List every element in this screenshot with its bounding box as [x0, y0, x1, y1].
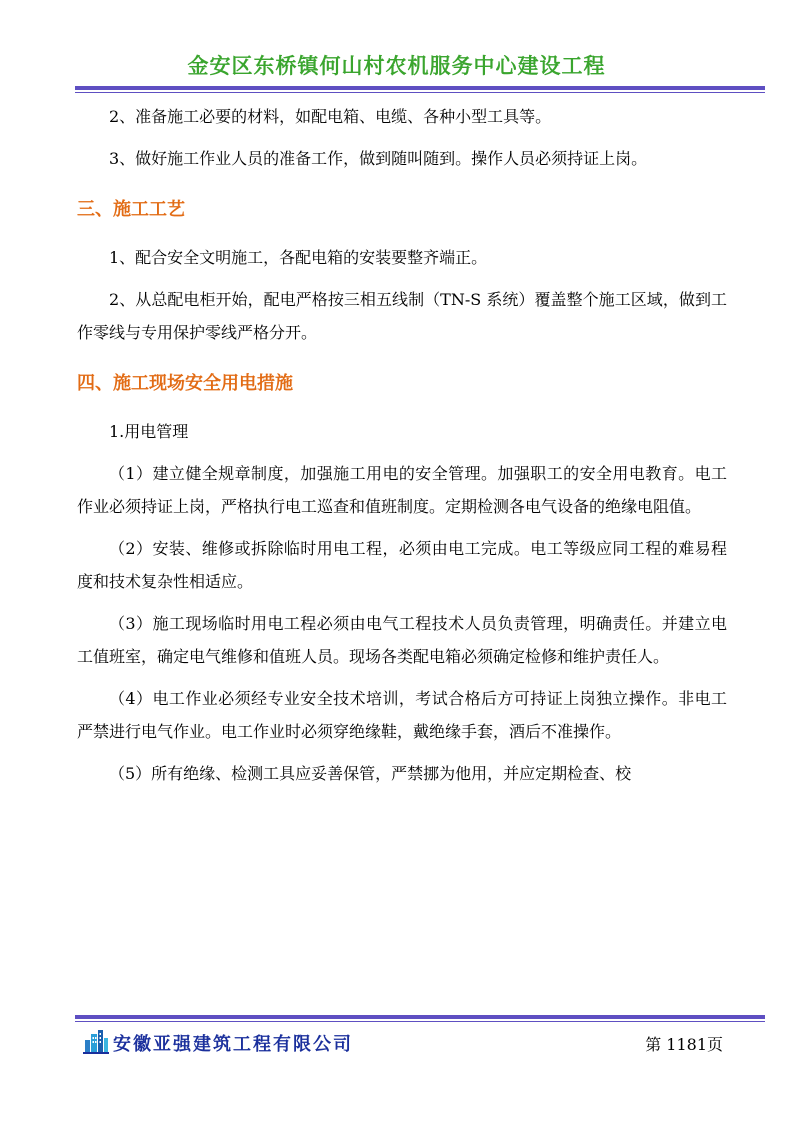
document-body — [77, 100, 727, 790]
company-name: 安徽亚强建筑工程有限公司 — [113, 1034, 353, 1055]
footer-rule — [75, 1015, 765, 1022]
section-heading: 四、施工现场安全用电措施 — [77, 373, 293, 394]
header-rule — [75, 86, 765, 93]
paragraph: 1、配合安全文明施工，各配电箱的安装要整齐端正。 — [109, 248, 488, 267]
paragraph: （4）电工作业必须经专业安全技术培训，考试合格后方可持证上岗独立操作。非电工严禁进行电气作业。电工作业时必须穿绝缘鞋，戴绝缘手套，酒后不准操作。 — [77, 689, 727, 741]
paragraph: （1）建立健全规章制度，加强施工用电的安全管理。加强职工的安全用电教育。电工作业必须持证上岗，严格执行电工巡查和值班制度。定期检测各电气设备的绝缘电阻值。 — [77, 464, 727, 516]
paragraph: 2、从总配电柜开始，配电严格按三相五线制（TN-S 系统）覆盖整个施工区域，做到工作零线与专用保护零线严格分开。 — [77, 290, 727, 342]
paragraph: 2、准备施工必要的材料，如配电箱、电缆、各种小型工具等。 — [109, 107, 552, 126]
paragraph: （2）安装、维修或拆除临时用电工程，必须由电工完成。电工等级应同工程的难易程度和技术复杂性相适应。 — [77, 539, 727, 591]
page-footer — [83, 1026, 723, 1060]
paragraph: 3、做好施工作业人员的准备工作，做到随叫随到。操作人员必须持证上岗。 — [109, 149, 648, 168]
paragraph: （3）施工现场临时用电工程必须由电气工程技术人员负责管理，明确责任。并建立电工值班室，确定电气维修和值班人员。现场各类配电箱必须确定检修和维护责任人。 — [77, 614, 727, 666]
page-header-title: 金安区东桥镇何山村农机服务中心建设工程 — [187, 54, 606, 78]
building-logo-icon — [83, 1028, 109, 1054]
subsection-title: 1.用电管理 — [109, 422, 189, 441]
paragraph: （5）所有绝缘、检测工具应妥善保管，严禁挪为他用，并应定期检查、校 — [109, 764, 632, 783]
section-heading: 三、施工工艺 — [77, 199, 185, 220]
page-number: 第 1181页 — [645, 1035, 723, 1054]
